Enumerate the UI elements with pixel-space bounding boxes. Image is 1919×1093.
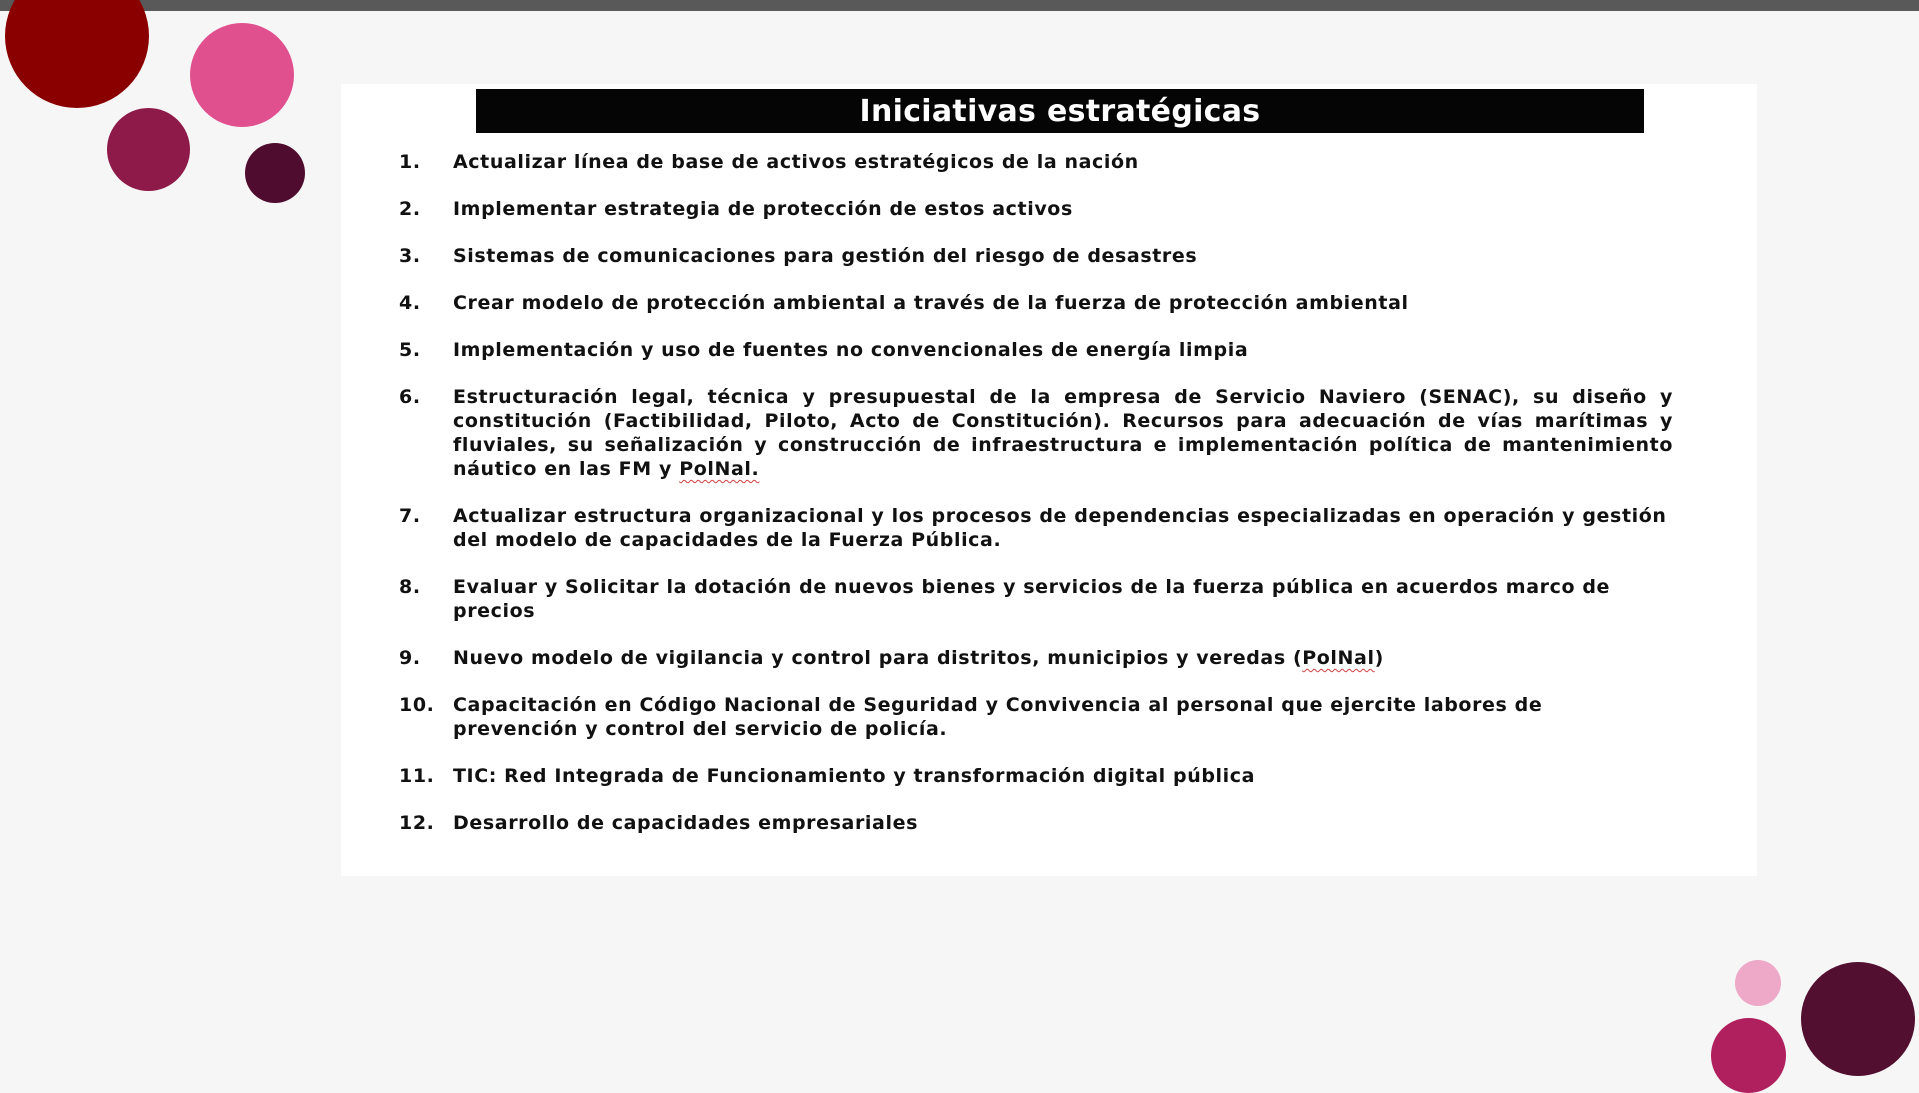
item-text: Implementar estrategia de protección de estos activos xyxy=(453,198,1073,220)
item-text: Implementación y uso de fuentes no convencionales de energía limpia xyxy=(453,339,1249,361)
item-text: Estructuración legal, técnica y presupuestal de la empresa de Servicio Naviero (SENAC), su diseño y constitución (Factibilidad, Piloto, Acto de Constitución). Recursos para adecuación de vías marítimas y fluviales, su señalización y construcción de infraestructura e implementación política de mantenimiento náutico en las FM y xyxy=(453,386,1673,480)
item-text: TIC: Red Integrada de Funcionamiento y transformación digital pública xyxy=(453,765,1256,787)
list-item xyxy=(399,575,1673,623)
spellcheck-underlined-word: PolNal. xyxy=(679,458,760,480)
decorative-circle-raspberry xyxy=(1711,1018,1786,1093)
item-number: 3. xyxy=(399,245,421,267)
item-text-suffix: ) xyxy=(1374,647,1384,669)
title-bar xyxy=(476,89,1644,133)
item-text: Nuevo modelo de vigilancia y control para distritos, municipios y veredas ( xyxy=(453,647,1303,669)
decorative-circle-magenta xyxy=(107,108,190,191)
item-number: 2. xyxy=(399,198,421,220)
list-item xyxy=(399,150,1673,174)
list-item xyxy=(399,811,1673,835)
decorative-circle-light-pink xyxy=(1735,960,1781,1006)
item-text: Actualizar línea de base de activos estratégicos de la nación xyxy=(453,151,1139,173)
item-text: Crear modelo de protección ambiental a través de la fuerza de protección ambiental xyxy=(453,292,1409,314)
list-item xyxy=(399,504,1673,552)
item-text: Capacitación en Código Nacional de Seguridad y Convivencia al personal que ejercite labores de prevención y control del servicio de policía. xyxy=(453,694,1543,740)
slide-content-image xyxy=(341,84,1757,876)
item-number: 8. xyxy=(399,576,421,598)
list-item xyxy=(399,338,1673,362)
item-number: 6. xyxy=(399,386,421,408)
item-number: 12. xyxy=(399,812,435,834)
list-item xyxy=(399,385,1673,481)
slide-title: Iniciativas estratégicas xyxy=(859,93,1261,129)
decorative-circle-plum xyxy=(245,143,305,203)
top-accent-bar xyxy=(0,0,1919,11)
item-text: Sistemas de comunicaciones para gestión del riesgo de desastres xyxy=(453,245,1198,267)
initiatives-list xyxy=(399,150,1673,858)
list-item xyxy=(399,764,1673,788)
list-item xyxy=(399,291,1673,315)
item-number: 4. xyxy=(399,292,421,314)
item-text: Actualizar estructura organizacional y los procesos de dependencias especializadas en operación y gestión del modelo de capacidades de la Fuerza Pública. xyxy=(453,505,1667,551)
item-text: Desarrollo de capacidades empresariales xyxy=(453,812,918,834)
decorative-circle-deep-plum xyxy=(1801,962,1915,1076)
item-number: 9. xyxy=(399,647,421,669)
item-number: 1. xyxy=(399,151,421,173)
list-item xyxy=(399,244,1673,268)
item-number: 7. xyxy=(399,505,421,527)
decorative-circle-dark-red xyxy=(5,0,149,108)
list-item xyxy=(399,197,1673,221)
item-number: 5. xyxy=(399,339,421,361)
list-item xyxy=(399,646,1673,670)
spellcheck-underlined-word: PolNal xyxy=(1302,647,1375,669)
decorative-circle-pink xyxy=(190,23,294,127)
list-item xyxy=(399,693,1673,741)
item-text: Evaluar y Solicitar la dotación de nuevos bienes y servicios de la fuerza pública en acuerdos marco de precios xyxy=(453,576,1611,622)
item-number: 11. xyxy=(399,765,435,787)
item-number: 10. xyxy=(399,694,435,716)
